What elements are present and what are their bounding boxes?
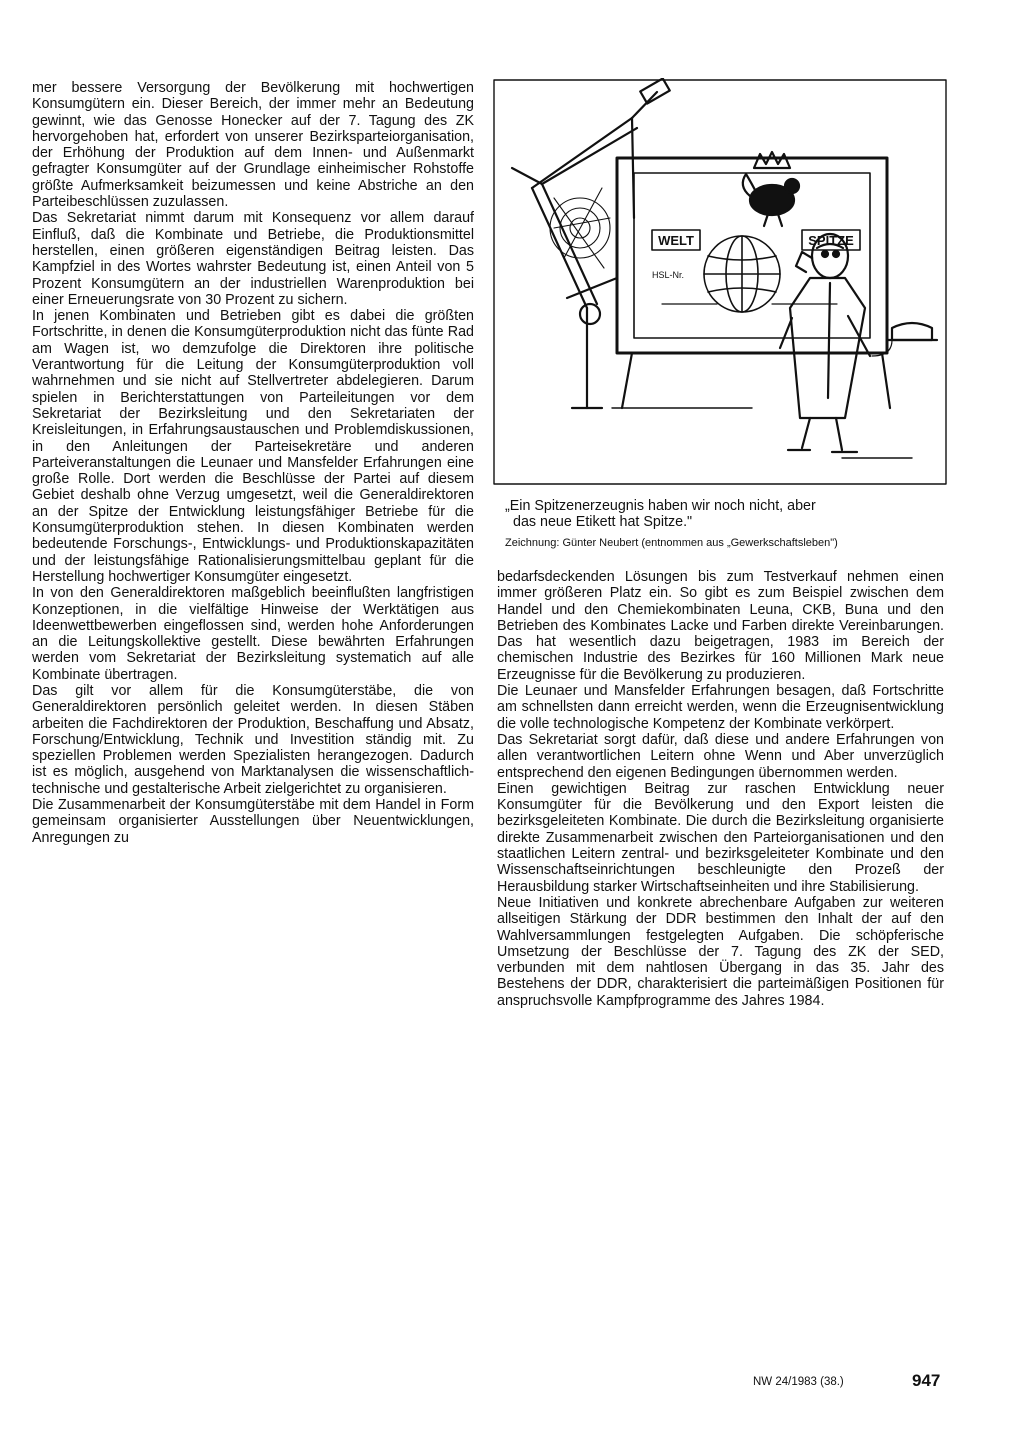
paragraph: Die Zusammenarbeit der Konsumgüterstäbe mit dem Handel in Form gemeinsam organisierter Ausstellungen über Neuentwicklungen, Anregungen zu [32,797,474,846]
right-column [497,569,944,1009]
page-number: 947 [912,1371,941,1390]
cartoon-frame [494,80,946,484]
sign-label-left: WELT [658,233,694,248]
caption-line: „Ein Spitzenerzeugnis haben wir noch nicht, aber [505,498,816,514]
paragraph: bedarfsdeckenden Lösungen bis zum Testverkauf nehmen einen immer größeren Platz ein. So gibt es zum Beispiel zwischen dem Handel und den Chemiekombinaten Leuna, CKB, Buna und den Betrieben des Kombinates Lacke und Farben direkte Vereinbarungen. Das hat wesentlich dazu beigetragen, 1983 im Bereich der chemischen Industrie des Bezirkes für 160 Millionen Mark neue Erzeugnisse für die Bevölkerung zu produzieren. [497,569,944,683]
sign-code: HSL-Nr. [652,270,685,280]
telephone-icon [872,323,937,356]
paragraph: Das Sekretariat nimmt darum mit Konsequenz vor allem darauf Einfluß, daß die Kombinate und Betriebe, die Produktionsmittel herstellen, einen größeren eigenständigen Beitrag leisten. Das Kampfziel in des Wortes wahrster Bedeutung ist, einen Anteil von 5 Prozent Konsumgütern an der industriellen Warenproduktion bei einer Erneuerungsrate von 30 Prozent zu sichern. [32,210,474,308]
cartoon-caption [505,498,943,530]
paragraph: Das Sekretariat sorgt dafür, daß diese und andere Erfahrungen von allen verantwortlichen Leitern ohne Wenn und Aber unverzüglich entsprechend den eigenen Bedingungen übernommen werden. [497,731,944,781]
crown-icon [754,152,790,168]
caption-line: das neue Etikett hat Spitze." [513,514,693,530]
paragraph: Die Leunaer und Mansfelder Erfahrungen besagen, daß Fortschritte am schnellsten dann erreicht werden, wenn die Erzeugnisentwicklung die volle technologische Kompetenz der Kombinate verkörpert. [497,683,944,732]
issue-reference: NW 24/1983 (38.) [753,1376,844,1388]
left-column [32,80,474,846]
paragraph: Neue Initiativen und konkrete abrechenbare Aufgaben zur weiteren allseitigen Stärkung der DDR bestimmen den Inhalt der auf den Wahlversammlungen festgelegten Aufgaben. Die schöpferische Umsetzung der Beschlüsse der 7. Tagung des ZK der SED, verbunden mit dem nahtlosen Übergang in das 35. Jahr des Bestehens der DDR, charakterisiert die parteimäßigen Positionen für anspruchsvolle Kampfprogramme des Jahres 1984. [497,894,944,1009]
cartoon-illustration [492,78,948,486]
paragraph: In jenen Kombinaten und Betrieben gibt es dabei die größten Fortschritte, in denen die Konsumgüterproduktion nicht das fünte Rad am Wagen ist, wo demzufolge die Direktoren ihre politische Verantwortung für die Leitung der Konsumgüterproduktion voll wahrnehmen und sie nicht auf Stellvertreter abdelegieren. Darum spielen in Berichterstattungen von Parteileitungen vor dem Sekretariat der Bezirksleitung und den Sekretariaten der Kreisleitungen, in Erfahrungsaustauschen und Problemdiskussionen, in den Anleitungen der Parteisekretäre und anderen Parteiveranstaltungen die Leunaer und Mansfelder Erfahrungen eine große Rolle. Dort werden die Beschlüsse der Partei auf diesem Gebiet deshalb ohne Verzug umgesetzt, weil die Generaldirektoren an der Spitze der Entwicklung leistungsfähiger Betriebe für die Konsumgüterproduktion stehen. In diesen Kombinaten werden bedeutende Forschungs-, Entwicklungs- und Produktionskapazitäten und der leistungsfähige Rationalisierungsmittelbau geplant für die Herstellung hochwertiger Konsumgüter eingesetzt. [32,308,474,585]
sign-label-right: SPITZE [808,233,854,248]
paragraph: Einen gewichtigen Beitrag zur raschen Entwicklung neuer Konsumgüter für die Bevölkerung und den Export leisten die bezirksgeleiteten Kombinate. Die durch die Bezirksleitung organisierte direkte Zusammenarbeit zwischen den Parteiorganisationen und den staatlichen Leitern zentral- und bezirksgeleiteter Kombinate und den Wissenschaftseinrichtungen beschleunigte den Prozeß der Herausbildung starker Wirtschaftseinheiten und ihre Stabilisierung. [497,780,944,895]
crane-icon [512,78,670,408]
paragraph: mer bessere Versorgung der Bevölkerung mit hochwertigen Konsumgütern ein. Dieser Bereich, der immer mehr an Bedeutung gewinnt, wie das Genosse Honecker auf der 7. Tagung des ZK hervorgehoben hat, erfordert von unserer Bezirksparteiorganisation, der Erhöhung der Produktion auf dem Innen- und Außenmarkt gefragter Konsumgüter auf der Grundlage einheimischer Rohstoffe größte Aufmerksamkeit beizumessen und keine Abstriche an den Parteibeschlüssen zuzulassen. [32,80,474,211]
paragraph: In von den Generaldirektoren maßgeblich beeinflußten langfristigen Konzeptionen, in die vielfältige Hinweise der Werktätigen aus Ideenwettbewerben eingeflossen sind, werden hohe Anforderungen an die Leitungskollektive gestellt. Diese bewährten Erfahrungen werden vom Sekretariat der Bezirksleitung systematich auf alle Kombinate übertragen. [32,585,474,683]
paragraph: Das gilt vor allem für die Konsumgüterstäbe, die von Generaldirektoren persönlich geleitet werden. In diesen Stäben arbeiten die Fachdirektoren der Produktion, Beschaffung und Absatz, Forschung/Entwicklung, Technik und Investition ständig mit. Zu speziellen Problemen werden Spezialisten herangezogen. Dadurch ist es möglich, ausgehend von Marktanalysen die wissenschaftlich-technische und gestalterische Arbeit zielgerichtet zu organisieren. [32,682,474,797]
spider-web-icon [550,188,610,268]
globe-icon [704,236,780,312]
cartoon-credit: Zeichnung: Günter Neubert (entnommen aus „Gewerkschaftsleben") [505,537,838,549]
man-on-phone-icon [780,234,870,452]
rooster-icon [743,174,799,226]
